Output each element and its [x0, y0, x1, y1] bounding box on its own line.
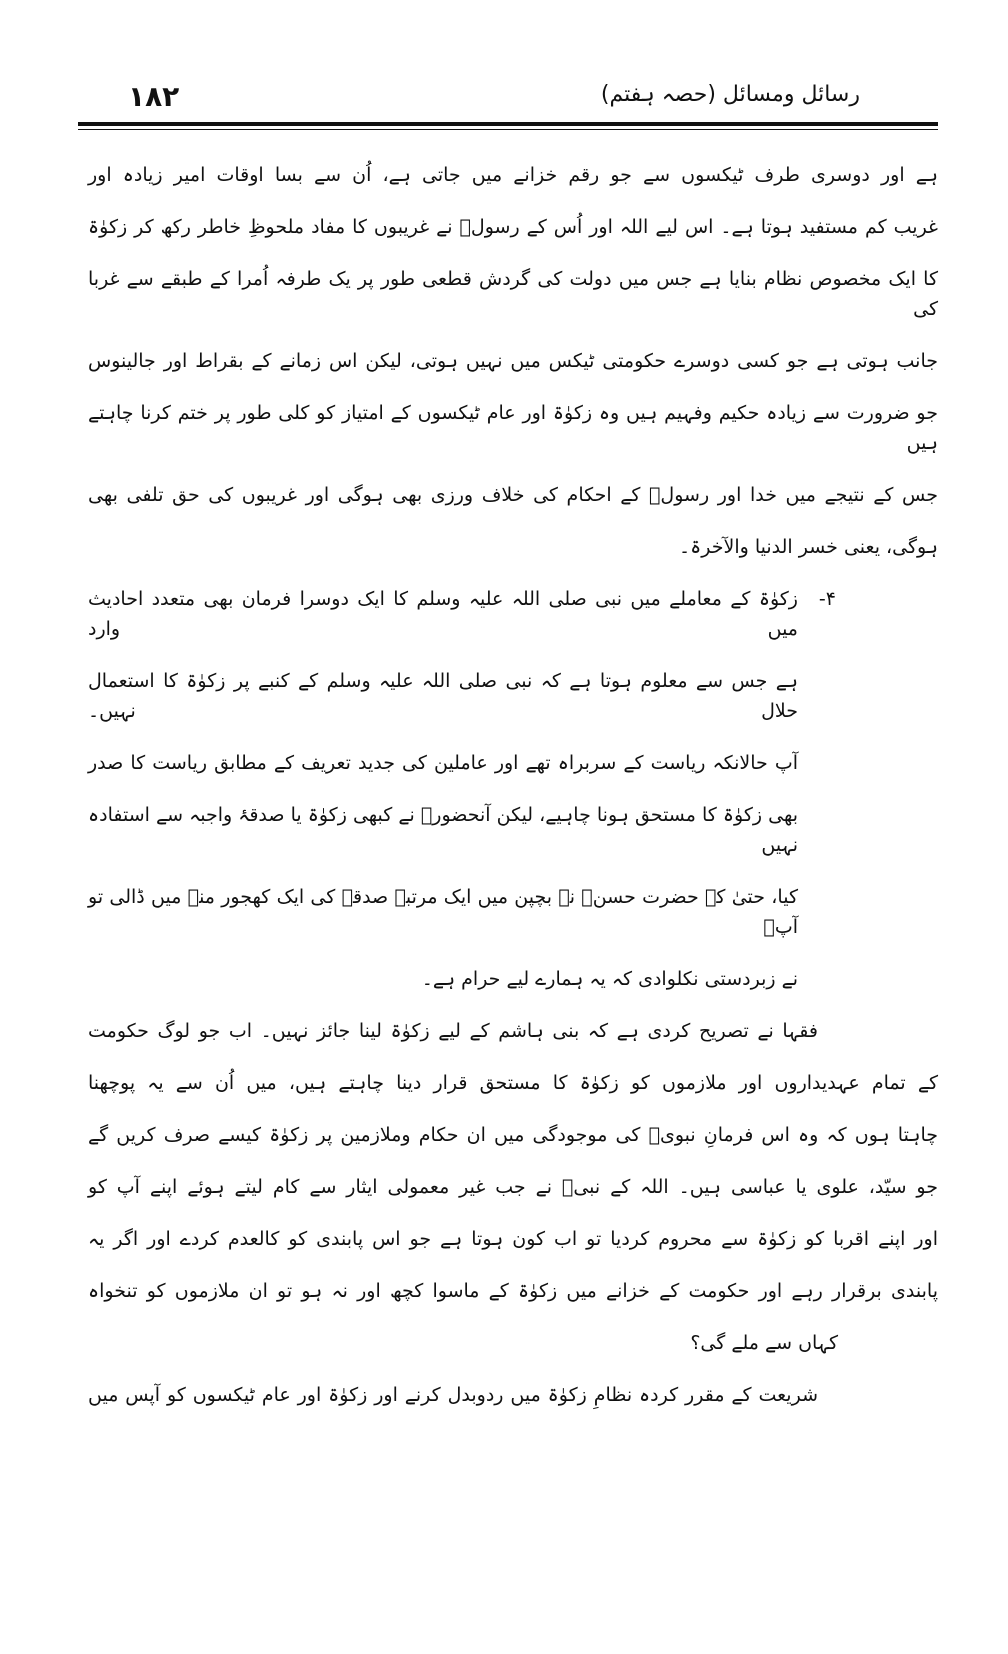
text-line: چاہتا ہوں کہ وہ اس فرمانِ نبویؐ کی موجودگی میں ان حکام وملازمین پر زکوٰۃ کیسے صرف کریں گے: [88, 1124, 938, 1146]
book-title: رسائل ومسائل (حصہ ہفتم): [600, 82, 860, 107]
text-line: ہے اور دوسری طرف ٹیکسوں سے جو رقم خزانے میں جاتی ہے، اُن سے بسا اوقات امیر زیادہ اور: [88, 164, 938, 186]
page-number: ۱۸۲: [128, 80, 180, 113]
text-line: ہوگی، یعنی خسر الدنیا والآخرۃ۔: [679, 536, 938, 558]
text-line: اور اپنے اقربا کو زکوٰۃ سے محروم کردیا تو اب کون ہوتا ہے جو اس پابندی کو کالعدم کردے اور اگر یہ: [88, 1228, 938, 1250]
list-number: ۴-: [818, 588, 836, 610]
header-rule-thin: [78, 129, 938, 130]
text-line: ہے جس سے معلوم ہوتا ہے کہ نبی صلی اللہ علیہ وسلم کے کنبے پر زکوٰۃ کا استعمال حلال نہیں۔: [88, 670, 798, 722]
text-line: کیا، حتیٰ کہ حضرت حسنؓ نے بچپن میں ایک مرتبہ صدقے کی ایک کھجور منہ میں ڈالی تو آپؐ: [88, 886, 798, 938]
text-line: فقہا نے تصریح کردی ہے کہ بنی ہاشم کے لیے زکوٰۃ لینا جائز نہیں۔ اب جو لوگ حکومت: [88, 1020, 818, 1042]
text-line: غریب کم مستفید ہوتا ہے۔ اس لیے اللہ اور اُس کے رسولؐ نے غریبوں کا مفاد ملحوظِ خاطر رکھ کر زکوٰۃ: [88, 216, 938, 238]
text-line: زکوٰۃ کے معاملے میں نبی صلی اللہ علیہ وسلم کا ایک دوسرا فرمان بھی متعدد احادیث میں وارد: [88, 588, 798, 640]
text-line: شریعت کے مقرر کردہ نظامِ زکوٰۃ میں ردوبدل کرنے اور زکوٰۃ اور عام ٹیکسوں کو آپس میں: [88, 1384, 818, 1406]
text-line: نے زبردستی نکلوادی کہ یہ ہمارے لیے حرام ہے۔: [421, 968, 798, 990]
page-body: [88, 160, 938, 1432]
text-line: کا ایک مخصوص نظام بنایا ہے جس میں دولت کی گردش قطعی طور پر یک طرفہ اُمرا کے طبقے سے غربا کی: [88, 268, 938, 320]
text-line: جانب ہوتی ہے جو کسی دوسرے حکومتی ٹیکس میں نہیں ہوتی، لیکن اس زمانے کے بقراط اور جالینوس: [88, 350, 938, 372]
text-line: کے تمام عہدیداروں اور ملازموں کو زکوٰۃ کا مستحق قرار دینا چاہتے ہیں، میں اُن سے یہ پوچھنا: [88, 1072, 938, 1094]
text-line: پابندی برقرار رہے اور حکومت کے خزانے میں زکوٰۃ کے ماسوا کچھ اور نہ ہو تو ان ملازموں کو تنخواہ: [88, 1280, 938, 1302]
list-item-4: [88, 584, 836, 644]
text-line: جو ضرورت سے زیادہ حکیم وفہیم ہیں وہ زکوٰۃ اور عام ٹیکسوں کے امتیاز کو کلی طور پر ختم کرنا چاہتے ہیں: [88, 402, 938, 454]
text-line: جس کے نتیجے میں خدا اور رسولؐ کے احکام کی خلاف ورزی بھی ہوگی اور غریبوں کی حق تلفی بھی: [88, 484, 938, 506]
text-line: جو سیّد، علوی یا عباسی ہیں۔ اللہ کے نبیؐ نے جب غیر معمولی ایثار سے کام لیتے ہوئے اپنے آپ کو: [88, 1176, 938, 1198]
header-rule: [78, 122, 938, 126]
text-line: بھی زکوٰۃ کا مستحق ہونا چاہیے، لیکن آنحضورؐ نے کبھی زکوٰۃ یا صدقۂ واجبہ سے استفادہ نہیں: [88, 804, 798, 856]
text-line: کہاں سے ملے گی؟: [690, 1332, 838, 1354]
text-line: آپ حالانکہ ریاست کے سربراہ تھے اور عاملین کی جدید تعریف کے مطابق ریاست کا صدر: [88, 752, 798, 774]
